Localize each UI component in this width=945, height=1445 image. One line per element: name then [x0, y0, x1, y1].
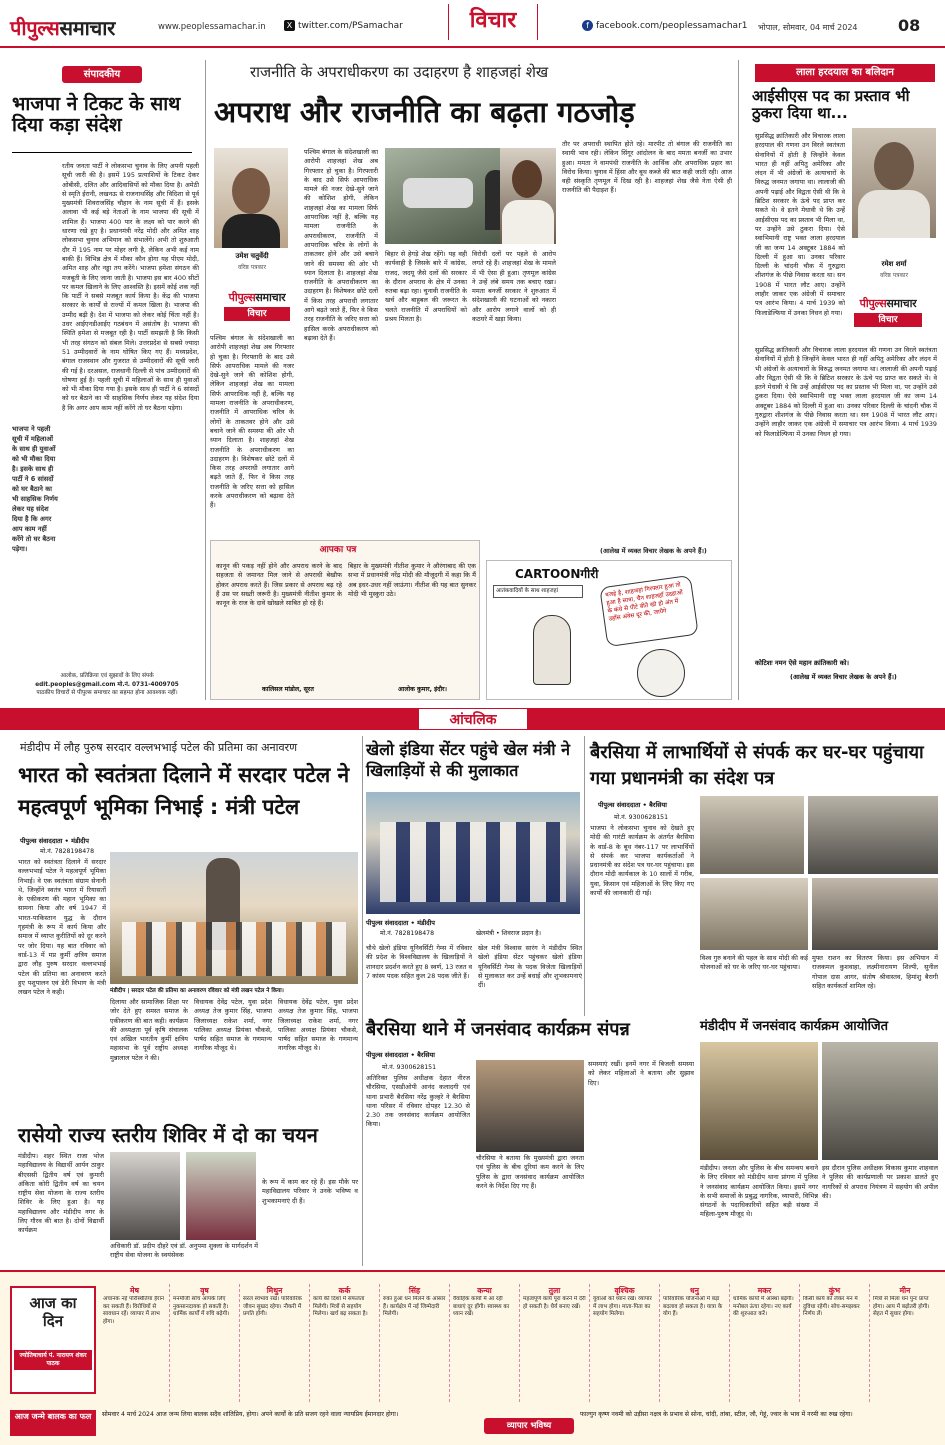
- lala-author: रमेश शर्मा: [881, 260, 907, 268]
- horoscope-title: आज का दिन: [29, 1294, 77, 1330]
- cartoon-label: CARTOONगीरी: [515, 567, 599, 581]
- khelo-photo: [366, 792, 580, 914]
- bairasia-pm-photo-3: [700, 878, 808, 950]
- khelo-by: पीपुल्स संवाददाता • मंडीदीप: [366, 919, 435, 927]
- lala-body: सुप्रसिद्ध क्रांतिकारी और विचारक लाला हरदयाल की गणना उन विरले स्वतंत्रता सेनानियों में होती है जिन्होंने केवल भारत ही नहीं अपितु अमेरिका और लंदन में भी अंग्रेजों के अत्याचारों के विरुद्ध जनमत जगाया था। लालाजी की अपनी पढ़ाई और विद्वता ऐसी थी कि वे ब्रिटिश सरकार के ऊंचे पद प्राप्त कर सकते थे। वे इतने मेधावी थे कि उन्हें आईसीएस पद का प्रस्ताव भी मिला था, पर उन्होंने उसे ठुकरा दिया। ऐसे स्वाभिमानी राष्ट्र भक्त लाला हरदयाल जी का जन्म 14 अक्टूबर 1884 को दिल्ली में हुआ था। उनका परिवार दिल्ली के चांदनी चौक में गुरुद्वारा शीशगंज के पीछे निवास करता था। सन 1908 में भारत लौट आए। उन्होंने लाहौर जाकर एक अंग्रेजी में समाचार पत्र आरंभ किया। 4 मार्च 1939 को फिलाडेल्फिया में उनका निधन हो गया।: [755, 346, 937, 438]
- editorial-footer-1: आलोक, प्रतिक्रिया एवं सुझावों के लिए संपर्क: [60, 673, 154, 679]
- jansamvad-photo-2: [822, 1042, 938, 1160]
- patel-body: भारत को स्वतंत्रता दिलाने में सरदार वल्लभभाई पटेल ने महत्वपूर्ण भूमिका निभाई। वे एक स्वतंत्रता संग्राम सेनानी थे, जिन्होंने स्वतंत्र भारत में रियासतों के एकीकरण की महान भूमिका का सामना किया और वर्ष 1947 में भारत-पाकिस्तान युद्ध के दौरान गृहमंत्री के रूप में कार्य किया और समाज में व्याप्त कुरीतियों को दूर करने पर जोर दिया। यह बात रविवार को वार्ड-13 में मप्र कुर्मी क्षत्रिय समाज द्वारा लौह पुरुष सरदार वल्लभभाई पटेल की प्रतिमा का अनावरण करते हुए पशुपालन एवं डेरी विभाग के मंत्री लखन पटेल ने कही।: [18, 858, 106, 997]
- editorial-footer: [12, 672, 202, 698]
- lead-brand: [210, 290, 304, 326]
- bairasia-pm-headline: बैरसिया में लाभार्थियों से संपर्क कर घर-घर पहुंचाया गया प्रधानमंत्री का संदेश पत्र: [590, 742, 924, 790]
- cartoon-box: [486, 560, 732, 700]
- masthead-logo[interactable]: [10, 14, 115, 41]
- patel-kicker: मंडीदीप में लौह पुरुष सरदार वल्लभभाई पटेल की प्रतिमा का अनावरण: [20, 741, 298, 754]
- zodiac-grid: [100, 1284, 940, 1402]
- lead-headline: अपराध और राजनीति का बढ़ता गठजोड़: [214, 95, 635, 129]
- regional-label: आंचलिक: [418, 708, 528, 730]
- facebook-icon: f: [582, 20, 593, 31]
- lala-body-top: सुप्रसिद्ध क्रांतिकारी और विचारक लाला हरदयाल की गणना उन विरले स्वतंत्रता सेनानियों में होती है जिन्होंने केवल भारत ही नहीं अपितु अमेरिका और लंदन में भी अंग्रेजों के अत्याचारों के विरुद्ध जनमत जगाया था। लालाजी की अपनी पढ़ाई और विद्वता ऐसी थी कि वे ब्रिटिश सरकार के ऊंचे पद प्राप्त कर सकते थे। वे इतने मेधावी थे कि उन्हें आईसीएस पद का प्रस्ताव भी मिला था, पर उन्होंने उसे ठुकरा दिया। ऐसे स्वाभिमानी राष्ट्र भक्त लाला हरदयाल जी का जन्म 14 अक्टूबर 1884 को दिल्ली में हुआ था। उनका परिवार दिल्ली के चांदनी चौक में गुरुद्वारा शीशगंज के पीछे निवास करता था। सन 1908 में भारत लौट आए। उन्होंने लाहौर जाकर एक अंग्रेजी में समाचार पत्र आरंभ किया। 4 मार्च 1939 को फिलाडेल्फिया में उनका निधन हो गया।: [755, 132, 845, 317]
- bairasia-thana-body-2: चौरसिया ने बताया कि मुख्यमंत्री द्वारा जनता एवं पुलिस के बीच दूरियां कम करने के लिए पुलिस के द्वारा जनसंवाद कार्यक्रम आयोजित करने के निर्देश दिए गए हैं।: [476, 1154, 584, 1190]
- rasiyo-photo-2: [186, 1152, 256, 1240]
- letter-1-by: कालिसल मांडोल, सूरत: [262, 686, 314, 693]
- cartoon-speech: वजहे है, शाहजहां गिरफ्तार हुआ तो हुआ है सात्रा, चैन शाहजहाँ उदहाओं के कंधे से पीटे बीते खो हो अंत में उहाँस अंवेस दूर की, जायेगे: [599, 575, 698, 647]
- bairasia-pm-body: भाजपा ने लोकसभा चुनाव को देखते हुए मोदी की गारंटी कार्यक्रम के अंतर्गत बैरसिया के वार्ड-8 के बूथ नंबर-117 पर लाभार्थियों से संपर्क कर भाजपा कार्यकर्ताओं ने प्रधानमंत्री का संदेश पत्र घर-घर पहुंचाया। इस दौरान मोदी कार्यकाल के 10 सालों में गरीब, युवा, किसान एवं महिलाओं के लिए किए गए कार्यों की जानकारी दी गई।: [590, 824, 694, 898]
- business-label: व्यापार भविष्य: [484, 1418, 574, 1434]
- lead-kicker: राजनीति के अपराधीकरण का उदाहरण है शाहजहां शेख: [250, 63, 549, 81]
- patel-headline: भारत को स्वतंत्रता दिलाने में सरदार पटेल ने महत्वपूर्ण भूमिका निभाई : मंत्री पटेल: [18, 763, 350, 819]
- letter-2-by: आलोक कुमार, इंदौर।: [398, 686, 447, 693]
- lead-note: (आलेख में व्यक्त विचार लेखक के अपने हैं।): [600, 547, 707, 555]
- sign-aries: मेष अचानक नई परिस्थितियां हैरान कर सकती हैं। विरोधियों से सावधान रहें। व्यापार में लाभ होगा।: [100, 1284, 170, 1402]
- patel-photo: [110, 852, 358, 984]
- horoscope-title-box: [10, 1286, 96, 1394]
- bairasia-pm-by: पीपुल्स संवाददाता • बैरसिया: [598, 801, 667, 809]
- birthday-label: आज जन्मे बालक का फल: [10, 1410, 96, 1436]
- editorial-footer-3: पाठकीय विचारों से पीपुल्स समाचार का सहमत होना आवश्यक नहीं।: [36, 690, 178, 696]
- sign-cancer: कर्क कार्य की दिशा में सफलता मिलेगी। मित्रों से सहयोग मिलेगा। खर्च बढ़ सकता है।: [310, 1284, 380, 1402]
- sign-gemini: मिथुन सरल स्वभाव रखें। पारिवारिक जीवन सुखद रहेगा। नौकरी में प्रगति होगी।: [240, 1284, 310, 1402]
- lala-author-role: वरिष्ठ पत्रकार: [879, 272, 909, 279]
- lead-author: उमेश चतुर्वेदी: [235, 252, 269, 260]
- lala-brand-tag: विचार: [854, 313, 922, 327]
- patel-phone: मो.नं. 7828198478: [40, 848, 95, 855]
- khelo-headline: खेलो इंडिया सेंटर पहुंचे खेल मंत्री ने खिलाड़ियों से की मुलाकात: [366, 740, 571, 780]
- lala-brand-main: पीपुल्स: [859, 297, 887, 310]
- rasiyo-photo-1: [110, 1152, 180, 1240]
- lead-brand-main: पीपुल्स: [228, 291, 256, 304]
- lead-col2: बिहार से हेगड़े शेख रहेंगे। यह वही कार्यवाही है जिसके बारे में कांग्रेस, राजद, जदयू जैसे दलों की सरकार के दौरान अपराध के क्षेत्र में उनका रुतबा बढ़ा रहा। चुनावी राजनीति के खर्च और बाहुबल की जरूरत के चलते राजनीति में अपराधियों को प्रश्रय मिलता है।: [385, 250, 467, 324]
- business-text: फाल्गुन कृष्ण नवमी को उड़ीसा नक्षत्र के प्रभाव से सोना, चांदी, तांबा, स्टील, जौ, गेहूं, ज्वार के भाव में नरमी का रुख रहेगा।: [580, 1411, 853, 1418]
- astrologer: ज्योतिषाचार्य पं. नारायण शंकर पाठक: [14, 1350, 92, 1370]
- patel-body-3: विधायक देवेंद्र पटेल, युवा प्रदेश अध्यक्ष तेज कुमार सिंह, भाजपा जिलाध्यक्ष राकेश शर्मा, नगर पालिका अध्यक्ष प्रियंका चौकसे, पार्षद सहित समाज के गणमान्य नागरिक मौजूद थे।: [194, 998, 272, 1053]
- dateline: भोपाल, सोमवार, 04 मार्च 2024: [758, 23, 858, 32]
- twitter-icon: X: [284, 20, 295, 31]
- bairasia-thana-body: अतिरिक्त पुलिस अधीक्षक देहात नीरज चौरसिया, एसडीओपी आनंद कलादगी एवं थाना प्रभारी बैरसिया नरेंद्र कुल्हरे ने बैरसिया थाना परिसर में रविवार दोपहर 12.30 से 2.30 तक जनसंवाद कार्यक्रम आयोजित किया।: [366, 1074, 470, 1129]
- letter-1: कानून की पकड़ नहीं होने और अपराध करने के बाद सहजता से जमानत मिल जाने से अपराधी बेखौफ होकर अपराध करते हैं। जिस प्रकार से अपराध बढ़ रहे हैं उस पर सख्ती जरूरी है। मुख्यमंत्री नीतीश कुमार के कानून के राज के दावे खोखले साबित हो रहे हैं।: [216, 562, 342, 608]
- editorial-body: रतीय जनता पार्टी ने लोकसभा चुनाव के लिए अपनी पहली सूची जारी की है। इसमें 195 प्रत्याशियों के टिकट देकर ओबीसी, दलित और आदिवासियों को मौका दिया है। अमेठी से स्मृति ईरानी, लखनऊ से राजनाथसिंह और विदिशा से पूर्व मुख्यमंत्री शिवराजसिंह चौहान के नाम सूची में हैं। इसके अलावा भी कई बड़े नेताओं के नाम भाजपा की सूची में शामिल हैं। भाजपा 400 पार के लक्ष्य को पार करने की धारणा रखे हुए है। प्रधानमंत्री नरेंद्र मोदी और अमित शाह लोकसभा चुनाव अभियान को संभालेंगे। अभी तो शुरुआती दौर में 195 नाम पर मोहर लगी है, लेकिन अभी कई नाम बाकी हैं। विभिन्न क्षेत्र में मौका कौन होगा यह पीएम मोदी, अमित शाह और नड्डा तय करेंगे। भाजपा हमेशा संगठन की मजबूती के लिए जाना जाती है। भाजपा इस बार 400 सीटों पर कमल खिलाने के लिए आश्वस्ति है। इसमें कोई शक नहीं कि पार्टी ने सबसे मजबूत कार्य किया है। केंद्र की भाजपा सरकार के कार्यों से राज्यों में कमल खिला है। भाजपा की उम्मीद बढ़ी है। देश में भाजपा को लेकर कोई चिंता नहीं है। उधर आईएनडीआईए गठबंधन में असंतोष है। भाजपा की स्थिति हमेशा से मजबूत रही है। पार्टी समझती है कि किसी भी तरह संगठन को संबल मिले। उत्तरप्रदेश से सबसे ज्यादा 51 उम्मीदवारों के नाम घोषित किए गए हैं। मध्यप्रदेश, बंगाल राजस्थान और गुजरात से उम्मीदवारों की सूची जारी की गई है। दरअसल, राजधानी दिल्ली से पांच उम्मीदवारों की घोषणा हुई है। पहली सूची में महिलाओं के साथ ही युवाओं को भी मौका दिया गया है। इसके साथ ही पार्टी ने 6 सांसदों को घर बैठाने का भी साहसिक निर्णय लेकर यह संदेश दिया है कि अगर आप काम नहीं करेंगे तो घर बैठना पड़ेगा।: [62, 162, 199, 412]
- author-photo: [214, 148, 288, 248]
- lala-brand: [836, 296, 940, 332]
- patel-body-4: विधायक देवेंद्र पटेल, युवा प्रदेश अध्यक्ष तेज कुमार सिंह, भाजपा जिलाध्यक्ष राकेश शर्मा, नगर पालिका अध्यक्ष प्रियंका चौकसे, पार्षद सहित समाज के गणमान्य नागरिक मौजूद थे।: [278, 998, 358, 1053]
- letters-title: आपका पत्र: [319, 545, 357, 555]
- lala-footer: कोटिशः नमन ऐसे महान क्रांतिकारी को।: [755, 659, 849, 667]
- khelo-body-2: खेल मंत्री विश्वास सारंग ने मंडीदीप स्थित खेलो इंडिया सेंटर पहुंचकर खेलो इंडिया यूनिवर्सिटी गेम्स के पदक विजेता खिलाड़ियों से मुलाकात कर उन्हें बधाई और शुभकामनाएं दीं।: [478, 944, 582, 990]
- subject-photo: [500, 148, 556, 244]
- jansamvad-headline: मंडीदीप में जनसंवाद कार्यक्रम आयोजित: [700, 1019, 889, 1034]
- rasiyo-body: मंडीदीप। शहर स्थित राजा भोज महाविद्यालय के विद्यार्थी आर्यन ठाकुर बीएससी द्वितीय वर्ष एवं कुमारी अंकिता कोरी द्वितीय वर्ष का चयन राष्ट्रीय सेवा योजना के राज्य स्तरीय शिविर के लिए हुआ है। यह महाविद्यालय और मंडीदीप नगर के लिए गौरव की बात है। दोनों विद्यार्थी कार्यक्रम: [18, 1152, 104, 1235]
- editorial-footer-2: edit.peoples@gmail.com मो.नं. 0731-4009705: [35, 681, 179, 688]
- twitter-link[interactable]: twitter.com/PSamachar: [298, 21, 403, 31]
- bairasia-pm-photo-2: [808, 796, 938, 874]
- sign-capricorn: मकर धार्मिक कार्यों में आस्था बढ़ेगी। मनोबल ऊंचा रहेगा। नए कार्य की शुरुआत करें।: [730, 1284, 800, 1402]
- lead-col1: पश्चिम बंगाल के संदेशखाली का आरोपी शाहजहां शेख अब गिरफ्तार हो चुका है। गिरफ्तारी के बाद उसे सिर्फ आपराधिक मामले की नजर देखे-सुने जाने की कोशिश होगी, लेकिन शाहजहां शेख का मामला सिर्फ आपराधिक नहीं है, बल्कि यह मामला राजनीति के अपराधीकरण, राजनीति में आपराधिक चरित्र के लोगों के ताकतवर होने और उसे बचाने जाने की समस्या की ओर भी ध्यान दिलाता है। शाहजहां शेख राजनीति के अपराधीकरण का उदाहरण है। विशेषकर छोटे दलों में किस तरह अपराधी लगातार आगे बढ़ते जाते हैं, फिर वे किस तरह राजनीति के जरिए सत्ता को हासिल करके अपराधीकरण को बढ़ावा देते हैं।: [304, 148, 378, 342]
- bairasia-pm-photo-4: [812, 878, 938, 950]
- logo-main: पीपुल्स: [10, 16, 60, 40]
- bairasia-pm-caption: विश्व गुरु बनाने की पहल के साथ मोदी की कई योजनाओं को घर के जरिए घर-घर पहुंचाया।: [700, 954, 808, 972]
- khelo-body: चौथे खेलो इंडिया यूनिवर्सिटी गेम्स में रविवार की प्रदेश के विश्वविद्यालय के खिलाड़ियों ने शानदार प्रदर्शन करते हुए 8 स्वर्ण, 13 रजत व 7 कांस्य पदक सहित कुल 28 पदक जीते हैं।: [366, 944, 472, 980]
- sign-libra: तुला महत्वपूर्ण कार्य पूरा करने में देरी हो सकती है। धैर्य बनाए रखें।: [520, 1284, 590, 1402]
- bairasia-pm-phone: मो.नं. 9300628151: [614, 814, 669, 821]
- editorial-side-note: भाजपा ने पहली सूची में महिलाओं के साथ ही युवाओं को भी मौका दिया है। इसके साथ ही पार्टी ने 6 सांसदों को घर बैठाने का भी साहसिक निर्णय लेकर यह संदेश दिया है कि अगर आप काम नहीं करेंगे तो घर बैठना पड़ेगा।: [12, 425, 58, 553]
- letter-2: बिहार के मुख्यमंत्री नीतीश कुमार ने औरंगाबाद की एक सभा में प्रधानमंत्री नरेंद्र मोदी की मौजूदगी में कहा कि मैं अब इधर-उधर नहीं जाऊंगा। नीतीश की यह बात सुनकर मोदी भी मुस्कुरा उठे।: [348, 562, 476, 598]
- page-number: 08: [898, 16, 921, 35]
- patel-body-2: दिलाया और सामाजिक शिक्षा पर जोर देते हुए समस्त समाज के एकीकरण की बात कही। कार्यक्रम की अध्यक्षता पूर्व कृषि संचालक एवं अखिल भारतीय कुर्मी क्षत्रिय महासभा के पूर्व राष्ट्रीय अध्यक्ष मुन्नालाल पटेल ने की।: [110, 998, 188, 1062]
- jansamvad-photo-1: [700, 1042, 818, 1160]
- birthday-text: सोमवार 4 मार्च 2024 आज जन्म लिया बालक सदैव शांतिप्रिय, होगा। अपने कार्यों के प्रति सजग रहने वाला न्यायप्रिय ईमानदार होगा।: [102, 1411, 399, 1418]
- lead-col3: विरोधी दलों पर पहले से आरोप लगते रहे हैं। शाहजहां शेख के मामले में भी ऐसा ही हुआ। तृणमूल कांग्रेस ने उन्हें लंबे समय तक बचाए रखा। ममता बनर्जी सरकार ने शुरुआत में संदेशखाली की घटनाओं को नकारा और आरोप लगाने वालों को ही कठघरे में खड़ा किया।: [472, 250, 556, 324]
- bairasia-pm-body-2: मुफ्त राशन का वितरण किया। इस अभियान में राजकमल कुशवाहा, लक्ष्मीनारायण शिल्पी, सुनील गोपाल दास आगर, संतोष श्रीवास्तव, हिमांशु बैरागी सहित कार्यकर्ता शामिल रहे।: [812, 954, 938, 990]
- editorial-label: संपादकीय: [62, 66, 142, 83]
- lala-note: (आलेख में व्यक्त विचार लेखक के अपने हैं।): [790, 673, 897, 681]
- lead-brand-sub: समाचार: [255, 291, 286, 304]
- cartoon-figure-1: [533, 615, 571, 685]
- logo-sub: समाचार: [59, 16, 116, 40]
- lala-brand-sub: समाचार: [886, 297, 917, 310]
- patel-by: पीपुल्स संवाददाता • मंडीदीप: [20, 837, 89, 845]
- sign-scorpio: वृश्चिक युवाओं को ध्यान रखें। व्यापार में लाभ होगा। माता-पिता का सहयोग मिलेगा।: [590, 1284, 660, 1402]
- sign-aquarius: कुंभ किसी कार्य को लेकर मन में दुविधा रहेगी। सोच-समझकर निर्णय लें।: [800, 1284, 870, 1402]
- sign-sagittarius: धनु पारिवारिक योजनाओं में बड़ा बदलाव हो सकता है। यात्रा के योग हैं।: [660, 1284, 730, 1402]
- cartoon-figure-2: [637, 649, 685, 697]
- sign-leo: सिंह रुका हुआ धन मिलने के आसार हैं। कार्यक्षेत्र में नई जिम्मेदारी मिलेगी।: [380, 1284, 450, 1402]
- rasiyo-body-2: अधिकारी डॉ. प्रदीप दौहरे एवं डॉ. अनुपमा शुक्ला के मार्गदर्शन में राष्ट्रीय सेवा योजना के स्वयंसेवक: [110, 1242, 258, 1260]
- bairasia-thana-photo: [476, 1060, 584, 1152]
- cartoon-caption: आतंकवादियों के साथ शाहजहां: [493, 585, 583, 598]
- sign-pisces: मीन मित्रों से मिला धन पुनः प्राप्त होगा। आय में बढ़ोतरी होगी। सेहत में सुधार होगा।: [873, 1286, 930, 1318]
- sign-taurus: वृष मनमौजी सोच आपके लिए नुकसानदायक हो सकती है। धार्मिक कार्यों में रुचि बढ़ेगी।: [170, 1284, 240, 1402]
- lead-col4: तौर पर अपराधी स्थापित होते रहे। मारपीट तो बंगाल की राजनीति का स्थायी भाव रही। लेकिन सिंगूर आंदोलन के बाद ममता बनर्जी का उभार हुआ। ममता ने वामपंथी राजनीति के आर्थिक और अपराधिक प्रहार का विरोध किया। चुनाव में हिंसा और बूथ कब्जे की बात कही जाती रही। आज वही संस्कृति तृणमूल में दिख रही है। शाहजहां शेख जैसे नेता ऐसी ही राजनीति की पैदाइश हैं।: [562, 140, 732, 195]
- sign-virgo: कन्या वैवाहिक कार्यों में आ रही बाधाएं दूर होंगी। स्वास्थ्य का ध्यान रखें।: [450, 1284, 520, 1402]
- khelo-by-2: खेलमंत्री • शिवराज प्रदान है।: [476, 930, 541, 937]
- bairasia-thana-phone: मो.नं. 9300628151: [382, 1064, 437, 1071]
- rasiyo-body-3: के रूप में काम कर रहे हैं। इस मौके पर महाविद्यालय परिवार ने उनके भविष्य व शुभकामनाएं दी हैं।: [262, 1178, 358, 1205]
- patel-caption: मंडीदीप | सरदार पटेल की प्रतिमा का अनावरण रविवार को मंत्री लखन पटेल ने किया।: [110, 988, 284, 994]
- masthead: [0, 0, 945, 48]
- jansamvad-body-2: इस दौरान पुलिस अधीक्षक विकास कुमार शाहवाल ने पुलिस की कार्यप्रणाली पर प्रकाश डालते हुए नागरिकों से अपराध नियंत्रण में सहयोग की अपील की।: [822, 1164, 938, 1200]
- bairasia-thana-by: पीपुल्स संवाददाता • बैरसिया: [366, 1051, 435, 1059]
- lala-label: लाला हरदयाल का बलिदान: [755, 64, 935, 82]
- lead-brand-tag: विचार: [224, 307, 290, 321]
- bairasia-thana-body-3: समस्याएं रखीं। इनमें नगर में बिजली समस्या को लेकर महिलाओं ने बताया और सुझाव दिए।: [588, 1060, 694, 1087]
- website-link[interactable]: www.peoplessamachar.in: [158, 22, 266, 32]
- facebook-link[interactable]: facebook.com/peoplessamachar1: [596, 21, 748, 31]
- bairasia-pm-photo-1: [700, 796, 804, 874]
- lead-col1b: पश्चिम बंगाल के संदेशखाली का आरोपी शाहजहां शेख अब गिरफ्तार हो चुका है। गिरफ्तारी के बाद उसे सिर्फ आपराधिक मामले की नजर देखे-सुने जाने की कोशिश होगी, लेकिन शाहजहां शेख का मामला सिर्फ आपराधिक नहीं है, बल्कि यह मामला राजनीति के अपराधीकरण, राजनीति में आपराधिक चरित्र के लोगों के ताकतवर होने और उसे बचाने जाने की समस्या की ओर भी ध्यान दिलाता है। शाहजहां शेख राजनीति के अपराधीकरण का उदाहरण है। विशेषकर छोटे दलों में किस तरह अपराधी लगातार आगे बढ़ते जाते हैं, फिर वे किस तरह राजनीति के जरिए सत्ता को हासिल करके अपराधीकरण को बढ़ावा देते हैं।: [210, 334, 294, 510]
- section-label: विचार: [448, 4, 538, 40]
- bairasia-thana-headline: बैरसिया थाने में जनसंवाद कार्यक्रम संपन्न: [366, 1019, 630, 1040]
- khelo-phone: मो.नं. 7828198478: [380, 930, 435, 937]
- lala-photo: [852, 128, 936, 238]
- lala-headline: आईसीएस पद का प्रस्ताव भी ठुकरा दिया था...: [752, 87, 910, 122]
- lead-author-role: वरिष्ठ पत्रकार: [237, 264, 267, 271]
- editorial-headline: भाजपा ने टिकट के साथ दिया कड़ा संदेश: [12, 93, 181, 137]
- jansamvad-body: मंडीदीप। जनता और पुलिस के बीच समन्वय बनाने के लिए रविवार को मंडीदीप थाना प्रांगण में पुलिस ने जनसंवाद कार्यक्रम आयोजित किया। इसमें नगर के सभी समाजों के प्रबुद्ध नागरिक, व्यापारी, विभिन्न संगठनों के पदाधिकारियों सहित बड़ी संख्या में महिला-पुरुष मौजूद थे।: [700, 1164, 818, 1219]
- rasiyo-headline: रासेयो राज्य स्तरीय शिविर में दो का चयन: [18, 1123, 318, 1147]
